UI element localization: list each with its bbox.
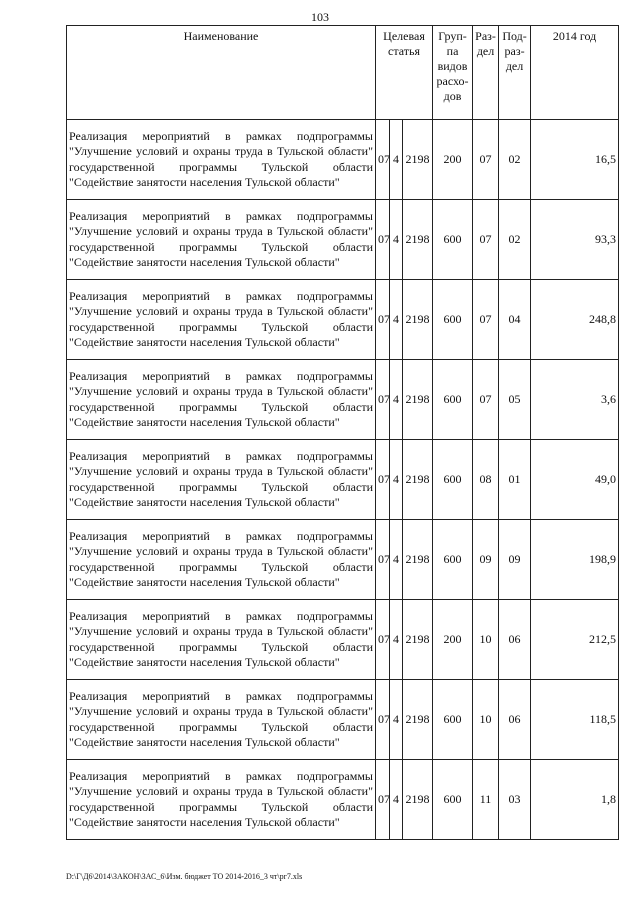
amount-2014: 16,5 — [531, 120, 619, 200]
amount-2014: 3,6 — [531, 360, 619, 440]
target-code-2: 4 — [390, 280, 403, 360]
subsection-code: 02 — [499, 200, 531, 280]
expense-group: 600 — [433, 520, 473, 600]
table-row — [67, 520, 619, 600]
subsection-code: 02 — [499, 120, 531, 200]
table-row — [67, 120, 619, 200]
table-row — [67, 680, 619, 760]
section-code: 10 — [473, 680, 499, 760]
subsection-code: 06 — [499, 680, 531, 760]
section-code: 08 — [473, 440, 499, 520]
header-subsection: Под-раз-дел — [499, 26, 531, 120]
subsection-code: 09 — [499, 520, 531, 600]
target-code-1: 07 — [376, 120, 390, 200]
table-row — [67, 360, 619, 440]
header-name: Наименование — [67, 26, 376, 120]
target-code-2: 4 — [390, 680, 403, 760]
target-code-1: 07 — [376, 760, 390, 840]
row-name: Реализация мероприятий в рамках подпрограммы "Улучшение условий и охраны труда в Тульской области" государственной программы Тульской области "Содействие занятости населения Тульской области" — [67, 520, 376, 600]
header-section: Раз-дел — [473, 26, 499, 120]
expense-group: 600 — [433, 360, 473, 440]
target-code-1: 07 — [376, 360, 390, 440]
subsection-code: 05 — [499, 360, 531, 440]
target-code-3: 2198 — [403, 760, 433, 840]
table-row — [67, 440, 619, 520]
target-code-1: 07 — [376, 200, 390, 280]
expense-group: 600 — [433, 280, 473, 360]
amount-2014: 198,9 — [531, 520, 619, 600]
target-code-1: 07 — [376, 680, 390, 760]
row-name: Реализация мероприятий в рамках подпрограммы "Улучшение условий и охраны труда в Тульской области" государственной программы Тульской области "Содействие занятости населения Тульской области" — [67, 120, 376, 200]
subsection-code: 06 — [499, 600, 531, 680]
row-name: Реализация мероприятий в рамках подпрограммы "Улучшение условий и охраны труда в Тульской области" государственной программы Тульской области "Содействие занятости населения Тульской области" — [67, 600, 376, 680]
section-code: 07 — [473, 280, 499, 360]
amount-2014: 118,5 — [531, 680, 619, 760]
file-path-footer: D:\Г\Д6\2014\ЗАКОН\ЗАС_6\Изм. бюджет ТО 2014-2016_3 чт\рг7.xls — [66, 872, 303, 881]
subsection-code: 03 — [499, 760, 531, 840]
target-code-2: 4 — [390, 360, 403, 440]
target-code-3: 2198 — [403, 360, 433, 440]
target-code-3: 2198 — [403, 120, 433, 200]
expense-group: 600 — [433, 680, 473, 760]
expense-group: 600 — [433, 200, 473, 280]
table-body — [67, 120, 619, 840]
table-row — [67, 760, 619, 840]
section-code: 09 — [473, 520, 499, 600]
subsection-code: 04 — [499, 280, 531, 360]
row-name: Реализация мероприятий в рамках подпрограммы "Улучшение условий и охраны труда в Тульской области" государственной программы Тульской области "Содействие занятости населения Тульской области" — [67, 760, 376, 840]
table-row — [67, 600, 619, 680]
row-name: Реализация мероприятий в рамках подпрограммы "Улучшение условий и охраны труда в Тульской области" государственной программы Тульской области "Содействие занятости населения Тульской области" — [67, 360, 376, 440]
target-code-2: 4 — [390, 520, 403, 600]
table-row — [67, 200, 619, 280]
section-code: 11 — [473, 760, 499, 840]
target-code-2: 4 — [390, 600, 403, 680]
target-code-3: 2198 — [403, 280, 433, 360]
row-name: Реализация мероприятий в рамках подпрограммы "Улучшение условий и охраны труда в Тульской области" государственной программы Тульской области "Содействие занятости населения Тульской области" — [67, 440, 376, 520]
row-name: Реализация мероприятий в рамках подпрограммы "Улучшение условий и охраны труда в Тульской области" государственной программы Тульской области "Содействие занятости населения Тульской области" — [67, 280, 376, 360]
target-code-2: 4 — [390, 120, 403, 200]
section-code: 07 — [473, 200, 499, 280]
amount-2014: 93,3 — [531, 200, 619, 280]
target-code-2: 4 — [390, 200, 403, 280]
target-code-3: 2198 — [403, 680, 433, 760]
section-code: 07 — [473, 360, 499, 440]
target-code-3: 2198 — [403, 440, 433, 520]
target-code-1: 07 — [376, 440, 390, 520]
expense-group: 600 — [433, 760, 473, 840]
header-row — [67, 26, 619, 120]
target-code-3: 2198 — [403, 520, 433, 600]
expense-group: 200 — [433, 600, 473, 680]
page-number: 103 — [311, 10, 329, 24]
table-row — [67, 280, 619, 360]
target-code-1: 07 — [376, 280, 390, 360]
target-code-3: 2198 — [403, 200, 433, 280]
target-code-1: 07 — [376, 600, 390, 680]
section-code: 10 — [473, 600, 499, 680]
target-code-2: 4 — [390, 440, 403, 520]
subsection-code: 01 — [499, 440, 531, 520]
row-name: Реализация мероприятий в рамках подпрограммы "Улучшение условий и охраны труда в Тульской области" государственной программы Тульской области "Содействие занятости населения Тульской области" — [67, 680, 376, 760]
amount-2014: 212,5 — [531, 600, 619, 680]
target-code-2: 4 — [390, 760, 403, 840]
amount-2014: 1,8 — [531, 760, 619, 840]
budget-table — [66, 25, 619, 840]
section-code: 07 — [473, 120, 499, 200]
header-target: Целевая статья — [376, 26, 433, 120]
expense-group: 200 — [433, 120, 473, 200]
row-name: Реализация мероприятий в рамках подпрограммы "Улучшение условий и охраны труда в Тульской области" государственной программы Тульской области "Содействие занятости населения Тульской области" — [67, 200, 376, 280]
target-code-3: 2198 — [403, 600, 433, 680]
target-code-1: 07 — [376, 520, 390, 600]
header-group: Груп-па видов расхо-дов — [433, 26, 473, 120]
amount-2014: 49,0 — [531, 440, 619, 520]
expense-group: 600 — [433, 440, 473, 520]
amount-2014: 248,8 — [531, 280, 619, 360]
header-year: 2014 год — [531, 26, 619, 120]
